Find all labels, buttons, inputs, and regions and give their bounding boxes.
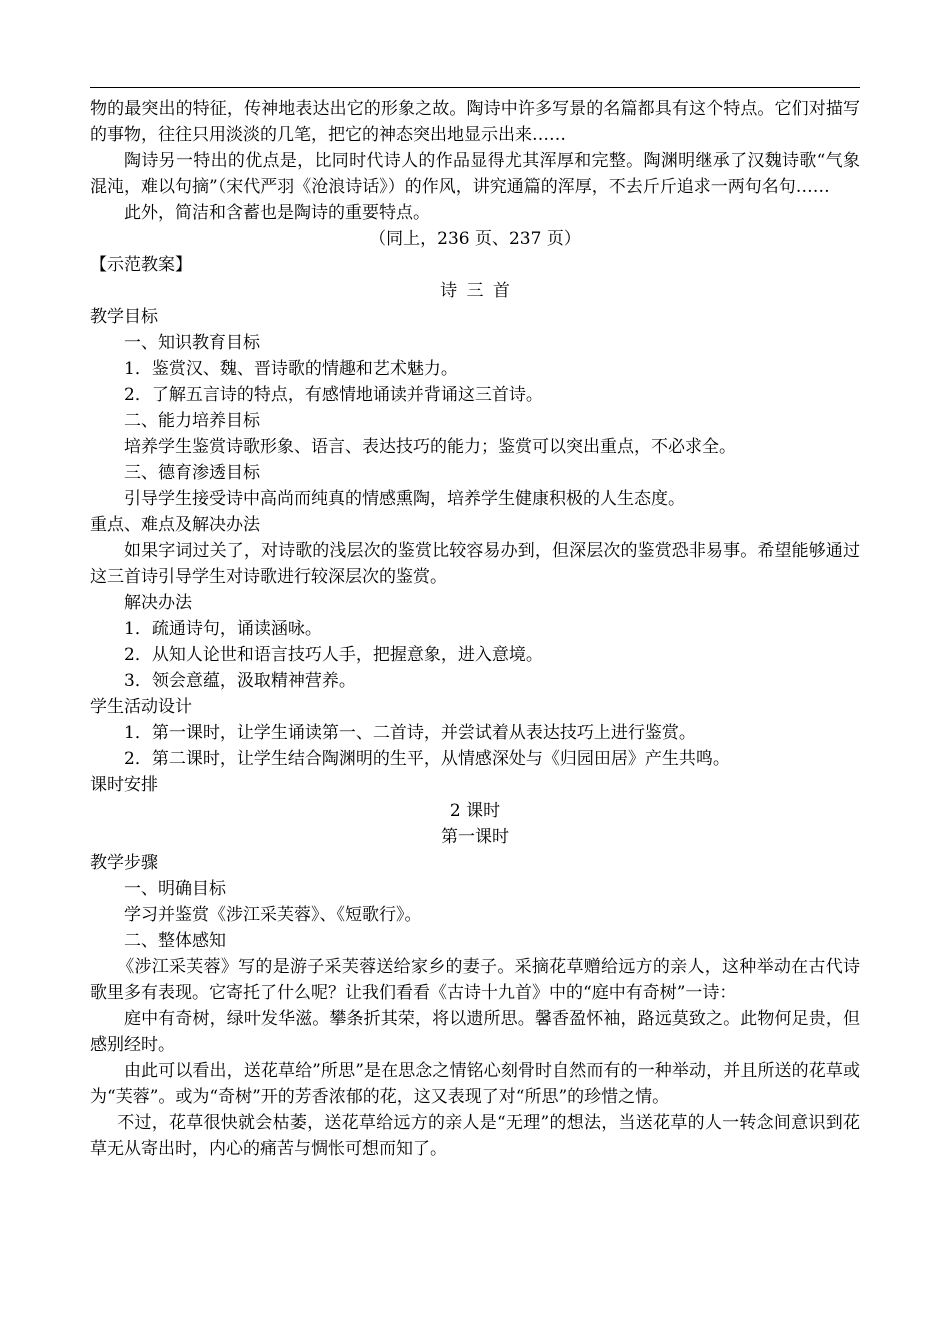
list-item: 1．第一课时，让学生诵读第一、二首诗，并尝试着从表达技巧上进行鉴赏。 (124, 723, 696, 743)
list-item: 2．从知人论世和语言技巧人手，把握意象，进入意境。 (124, 645, 543, 665)
subheading-moral-goal: 三、德育渗透目标 (124, 463, 260, 483)
list-item: 1．鉴赏汉、魏、晋诗歌的情趣和艺术魅力。 (124, 359, 458, 379)
paragraph-moral: 引导学生接受诗中高尚而纯真的情感熏陶，培养学生健康积极的人生态度。 (124, 489, 685, 509)
document-body (90, 96, 860, 1162)
section-heading-model-plan: 【示范教案】 (90, 255, 192, 275)
first-lesson-title: 第一课时 (441, 827, 509, 847)
subheading-overall-perception: 二、整体感知 (124, 931, 226, 951)
heading-key-points: 重点、难点及解决办法 (90, 515, 260, 535)
paragraph-analysis: 由此可以看出，送花草给”所思”是在思念之情铭心刻骨时自然而有的一种举动，并且所送的花草或为“芙蓉”。或为“奇树”开的芳香浓郁的花，这又表现了对“所思”的珍惜之情。 (90, 1061, 860, 1107)
lesson-title: 诗三首 (440, 281, 520, 301)
paragraph-continued: 物的最突出的特征，传神地表达出它的形象之故。陶诗中许多写景的名篇都具有这个特点。它们对描写的事物，往往只用淡淡的几笔，把它的神态突出地显示出来…… (90, 99, 860, 145)
list-item: 2．第二课时，让学生结合陶渊明的生平，从情感深处与《归园田居》产生共鸣。 (124, 749, 730, 769)
poem-quote: 庭中有奇树，绿叶发华滋。攀条折其荣，将以遗所思。馨香盈怀袖，路远莫致之。此物何足贵，但感别经时。 (90, 1009, 860, 1055)
subheading-solutions: 解决办法 (124, 593, 192, 613)
heading-schedule: 课时安排 (90, 775, 158, 795)
subheading-ability-goal: 二、能力培养目标 (124, 411, 260, 431)
subheading-knowledge-goal: 一、知识教育目标 (124, 333, 260, 353)
citation: （同上，236 页、237 页） (369, 229, 581, 249)
heading-steps: 教学步骤 (90, 853, 158, 873)
paragraph-tao-poetry-traits: 此外，简洁和含蓄也是陶诗的重要特点。 (124, 203, 430, 223)
heading-teaching-goals: 教学目标 (90, 307, 158, 327)
header-rule (90, 87, 860, 88)
paragraph-tao-poetry-strength: 陶诗另一特出的优点是，比同时代诗人的作品显得尤其浑厚和完整。陶渊明继承了汉魏诗歌“气象混沌，难以句摘”（宋代严羽《沧浪诗话》）的作风，讲究通篇的浑厚，不去斤斤追求一两句名句…… (90, 151, 860, 197)
paragraph-key-points: 如果字词过关了，对诗歌的浅层次的鉴赏比较容易办到，但深层次的鉴赏恐非易事。希望能够通过这三首诗引导学生对诗歌进行较深层次的鉴赏。 (90, 541, 860, 587)
schedule-count: 2 课时 (449, 801, 501, 821)
paragraph-shejiang: 《涉江采芙蓉》写的是游子采芙蓉送给家乡的妻子。采摘花草赠给远方的亲人，这种举动在古代诗歌里多有表现。它寄托了什么呢？让我们看看《古诗十九首》中的“庭中有奇树”一诗： (90, 957, 860, 1003)
list-item: 2．了解五言诗的特点，有感情地诵读并背诵这三首诗。 (124, 385, 543, 405)
list-item: 3．领会意蕴，汲取精神营养。 (124, 671, 356, 691)
paragraph-conclusion: 不过，花草很快就会枯萎，送花草给远方的亲人是“无理”的想法，当送花草的人一转念间意识到花草无从寄出时，内心的痛苦与惆怅可想而知了。 (90, 1113, 860, 1159)
subheading-clarify-goal: 一、明确目标 (124, 879, 226, 899)
paragraph-ability: 培养学生鉴赏诗歌形象、语言、表达技巧的能力；鉴赏可以突出重点，不必求全。 (124, 437, 736, 457)
heading-activity-design: 学生活动设计 (90, 697, 192, 717)
list-item: 1．疏通诗句，诵读涵咏。 (124, 619, 322, 639)
paragraph-study: 学习并鉴赏《涉江采芙蓉》、《短歌行》。 (124, 905, 422, 925)
